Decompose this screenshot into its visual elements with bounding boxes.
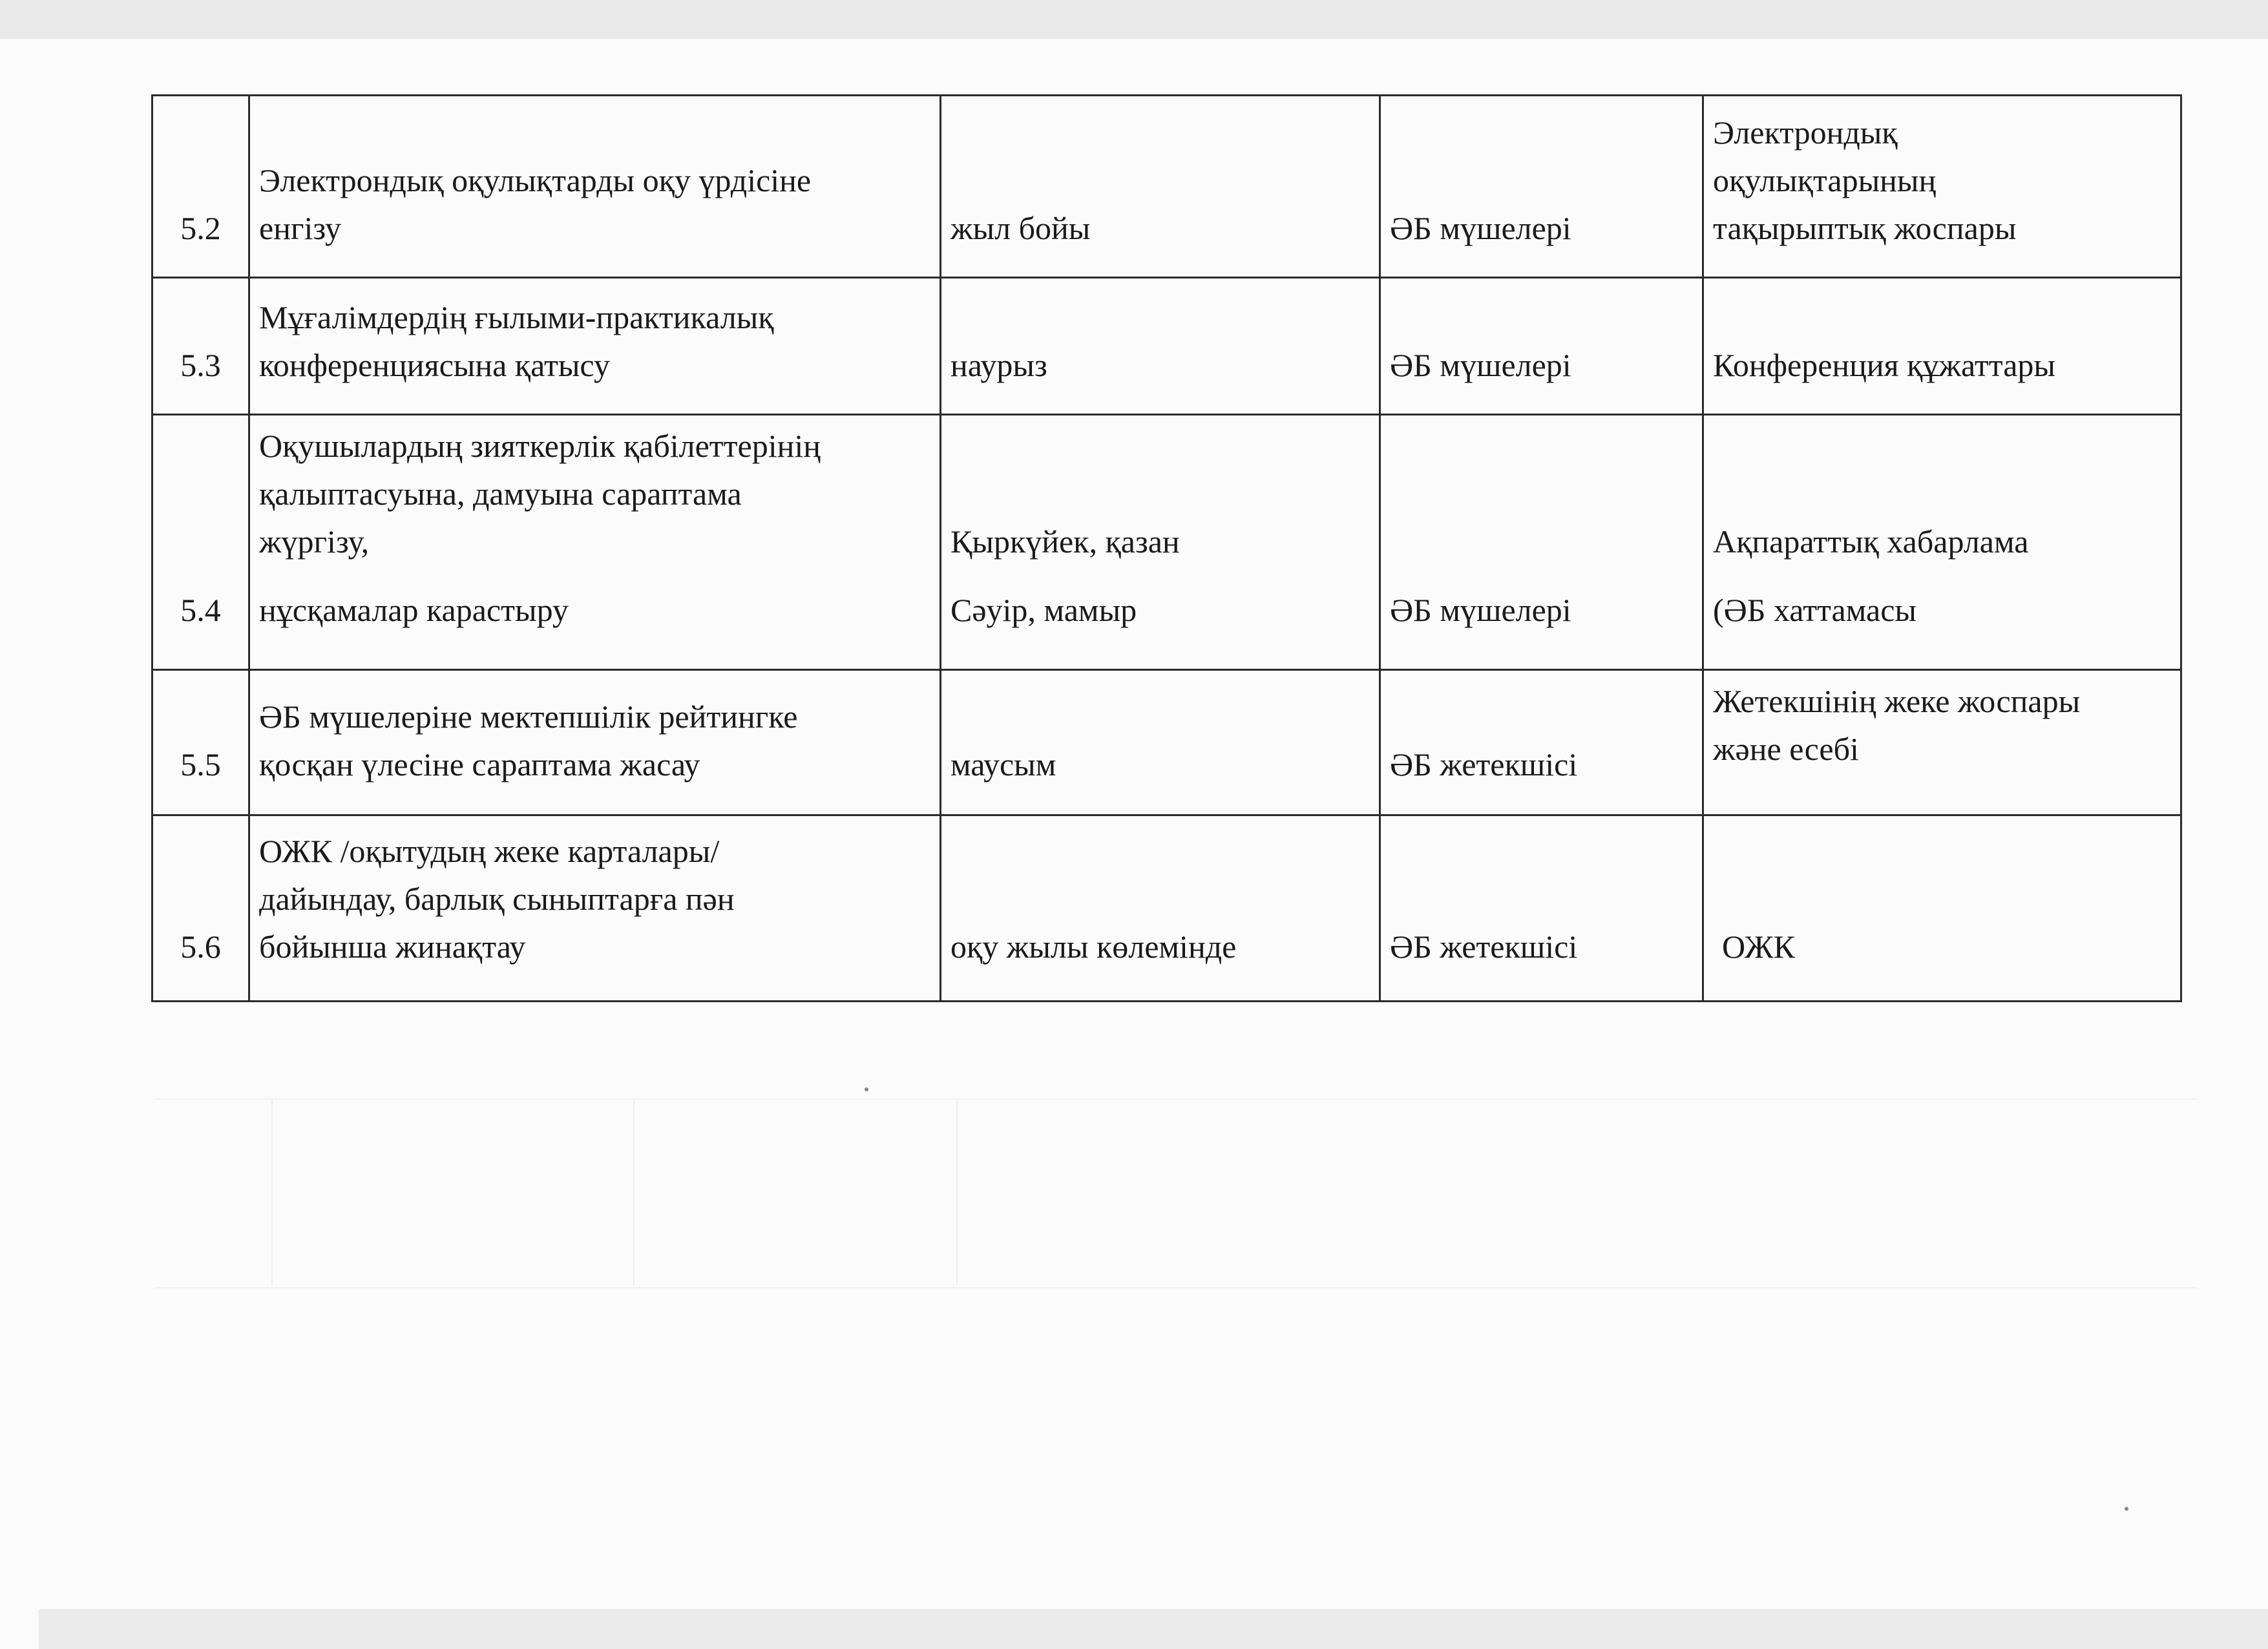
bleed-through-line <box>271 1098 273 1286</box>
bleed-through-table <box>155 1098 2197 1288</box>
row-number: 5.6 <box>152 815 249 1002</box>
bleed-through-line <box>956 1098 958 1286</box>
scan-speck <box>865 1087 868 1091</box>
table-row <box>152 415 2181 670</box>
activity-cell <box>249 670 941 815</box>
activity-line: енгізу <box>259 210 342 246</box>
responsible-line: ӘБ жетекшісі <box>1390 746 1578 782</box>
activity-line: Электрондық оқулықтарды оқу үрдісіне <box>259 162 812 198</box>
row-number: 5.5 <box>152 670 249 815</box>
activity-line: ӘБ мүшелеріне мектепшілік рейтингке <box>259 698 798 735</box>
table-row <box>152 670 2181 815</box>
output-line: оқулықтарының <box>1713 162 1937 198</box>
responsible-cell <box>1380 670 1703 815</box>
output-cell <box>1703 278 2181 415</box>
output-cell <box>1703 415 2181 670</box>
responsible-cell <box>1380 96 1703 278</box>
responsible-cell <box>1380 415 1703 670</box>
responsible-line: ӘБ мүшелері <box>1390 210 1571 246</box>
table-row <box>152 96 2181 278</box>
scan-speck <box>2125 1507 2128 1511</box>
time-cell <box>941 96 1380 278</box>
time-line: оқу жылы көлемінде <box>950 929 1237 965</box>
time-cell <box>941 815 1380 1002</box>
activity-line: бойынша жинақтау <box>259 929 526 965</box>
time-cell <box>941 278 1380 415</box>
output-line: ОЖК <box>1722 929 1796 965</box>
activity-cell <box>249 415 941 670</box>
activity-line: нұсқамалар карастыру <box>259 592 569 628</box>
scan-top-shadow <box>0 0 2268 39</box>
time-line: наурыз <box>950 347 1047 383</box>
output-cell <box>1703 815 2181 1002</box>
time-cell <box>941 670 1380 815</box>
activity-line: Мұғалімдердің ғылыми-практикалық <box>259 299 774 335</box>
activity-cell <box>249 96 941 278</box>
table-row <box>152 815 2181 1002</box>
responsible-cell <box>1380 815 1703 1002</box>
output-line: Конференция құжаттары <box>1713 347 2056 383</box>
row-number: 5.2 <box>152 96 249 278</box>
responsible-cell <box>1380 278 1703 415</box>
output-line: және есебі <box>1713 731 1859 767</box>
activity-line: дайындау, барлық сыныптарға пән <box>259 881 735 917</box>
time-cell <box>941 415 1380 670</box>
bleed-through-line <box>633 1098 635 1286</box>
time-line: Қыркүйек, қазан <box>950 523 1180 560</box>
output-cell <box>1703 96 2181 278</box>
activity-cell <box>249 278 941 415</box>
activity-cell <box>249 815 941 1002</box>
work-plan-table <box>151 94 2182 1002</box>
activity-line: конференциясына қатысу <box>259 347 610 383</box>
responsible-line: ӘБ жетекшісі <box>1390 929 1578 965</box>
time-line: маусым <box>950 746 1056 782</box>
output-line: Ақпараттық хабарлама <box>1713 523 2029 560</box>
activity-line: қосқан үлесіне сараптама жасау <box>259 746 700 782</box>
time-line: Сәуір, мамыр <box>950 592 1137 628</box>
output-line: (ӘБ хаттамасы <box>1713 592 1916 628</box>
output-cell <box>1703 670 2181 815</box>
activity-line: жүргізу, <box>259 523 370 560</box>
row-number: 5.3 <box>152 278 249 415</box>
activity-line: қалыптасуына, дамуына сараптама <box>259 476 742 512</box>
row-number: 5.4 <box>152 415 249 670</box>
table-row <box>152 278 2181 415</box>
activity-line: ОЖК /оқытудың жеке карталары/ <box>259 833 720 869</box>
scan-bottom-shadow <box>39 1609 2268 1649</box>
activity-line: Оқушылардың зияткерлік қабілеттерінің <box>259 428 821 464</box>
output-line: Жетекшінің жеке жоспары <box>1713 683 2081 719</box>
output-line: тақырыптық жоспары <box>1713 210 2017 246</box>
output-line: Электрондық <box>1713 114 1898 151</box>
responsible-line: ӘБ мүшелері <box>1390 347 1571 383</box>
time-line: жыл бойы <box>950 210 1091 246</box>
responsible-line: ӘБ мүшелері <box>1390 592 1571 628</box>
